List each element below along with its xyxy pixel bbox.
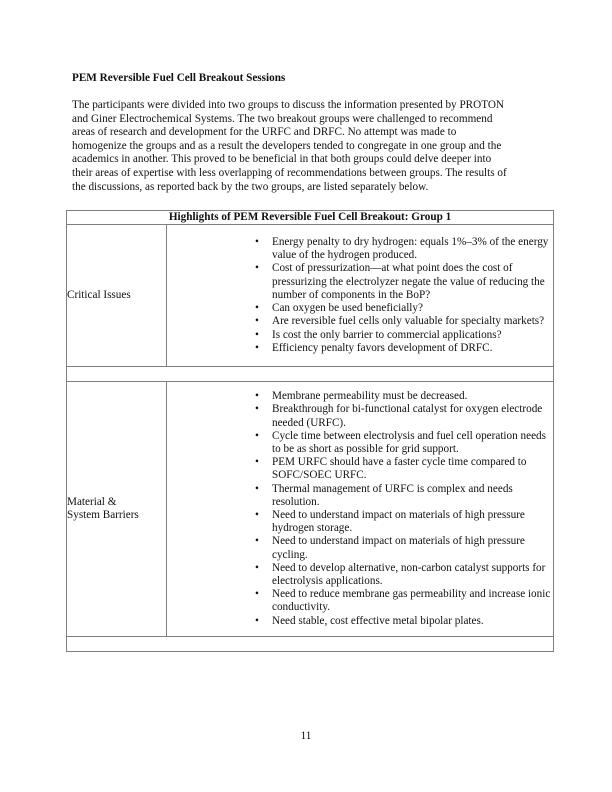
empty-cell bbox=[67, 367, 554, 382]
intro-paragraph bbox=[72, 99, 552, 194]
intro-line: their areas of expertise with less overlapping of recommendations between groups. The results of bbox=[72, 166, 507, 179]
table-row-material-system-barriers bbox=[67, 382, 554, 637]
empty-cell bbox=[67, 637, 554, 652]
table-title-row bbox=[67, 211, 554, 225]
list-item: • Cost of pressurization—at what point does the cost of pressurizing the electrolyzer negate the value of reducing the number of components in the BoP? bbox=[272, 262, 553, 302]
intro-line: the discussions, as reported back by the two groups, are listed separately below. bbox=[72, 180, 429, 193]
intro-line: areas of research and development for the URFC and DRFC. No attempt was made to bbox=[72, 126, 457, 139]
list-item: • PEM URFC should have a faster cycle time compared to SOFC/SOEC URFC. bbox=[272, 456, 553, 482]
highlights-table bbox=[66, 210, 554, 652]
row-label-material-system-barriers bbox=[67, 382, 167, 637]
spacer-row bbox=[67, 637, 554, 652]
list-item: • Can oxygen be used beneficially? bbox=[272, 302, 553, 315]
list-item: • Need to understand impact on materials of high pressure hydrogen storage. bbox=[272, 509, 553, 535]
intro-line: and Giner Electrochemical Systems. The two breakout groups were challenged to recommend bbox=[72, 112, 493, 125]
intro-line: homogenize the groups and as a result the developers tended to congregate in one group and the bbox=[72, 139, 502, 152]
material-barriers-list bbox=[167, 390, 553, 628]
row-label-text: System Barriers bbox=[67, 509, 139, 521]
intro-line: The participants were divided into two groups to discuss the information presented by PROTON bbox=[72, 99, 504, 111]
page-number: 11 bbox=[300, 730, 312, 742]
table-title: Highlights of PEM Reversible Fuel Cell Breakout: Group 1 bbox=[67, 211, 554, 225]
row-label-text: Critical Issues bbox=[67, 288, 131, 301]
section-heading: PEM Reversible Fuel Cell Breakout Sessions bbox=[72, 72, 286, 84]
list-item: • Energy penalty to dry hydrogen: equals 1%–3% of the energy value of the hydrogen produced. bbox=[272, 236, 553, 262]
list-item: • Need to develop alternative, non-carbon catalyst supports for electrolysis applications. bbox=[272, 562, 553, 588]
material-barriers-content bbox=[167, 382, 554, 637]
critical-issues-content bbox=[167, 225, 554, 367]
intro-line: academics in another. This proved to be beneficial in that both groups could delve deeper into bbox=[72, 153, 492, 166]
list-item: • Need to reduce membrane gas permeability and increase ionic conductivity. bbox=[272, 588, 553, 614]
list-item: • Breakthrough for bi-functional catalyst for oxygen electrode needed (URFC). bbox=[272, 403, 553, 429]
list-item: • Need to understand impact on materials of high pressure cycling. bbox=[272, 535, 553, 561]
list-item: • Need stable, cost effective metal bipolar plates. bbox=[272, 615, 553, 628]
list-item: • Is cost the only barrier to commercial applications? bbox=[272, 329, 553, 342]
list-item: • Membrane permeability must be decreased. bbox=[272, 390, 553, 403]
list-item: • Cycle time between electrolysis and fuel cell operation needs to be as short as possible for grid support. bbox=[272, 430, 553, 456]
list-item: • Efficiency penalty favors development of DRFC. bbox=[272, 342, 553, 355]
critical-issues-list bbox=[167, 236, 553, 355]
list-item: • Thermal management of URFC is complex and needs resolution. bbox=[272, 483, 553, 509]
row-label-critical-issues bbox=[67, 225, 167, 367]
table-row-critical-issues bbox=[67, 225, 554, 367]
list-item: • Are reversible fuel cells only valuable for specialty markets? bbox=[272, 315, 553, 328]
row-label-text: Material & bbox=[67, 495, 117, 508]
spacer-row bbox=[67, 367, 554, 382]
